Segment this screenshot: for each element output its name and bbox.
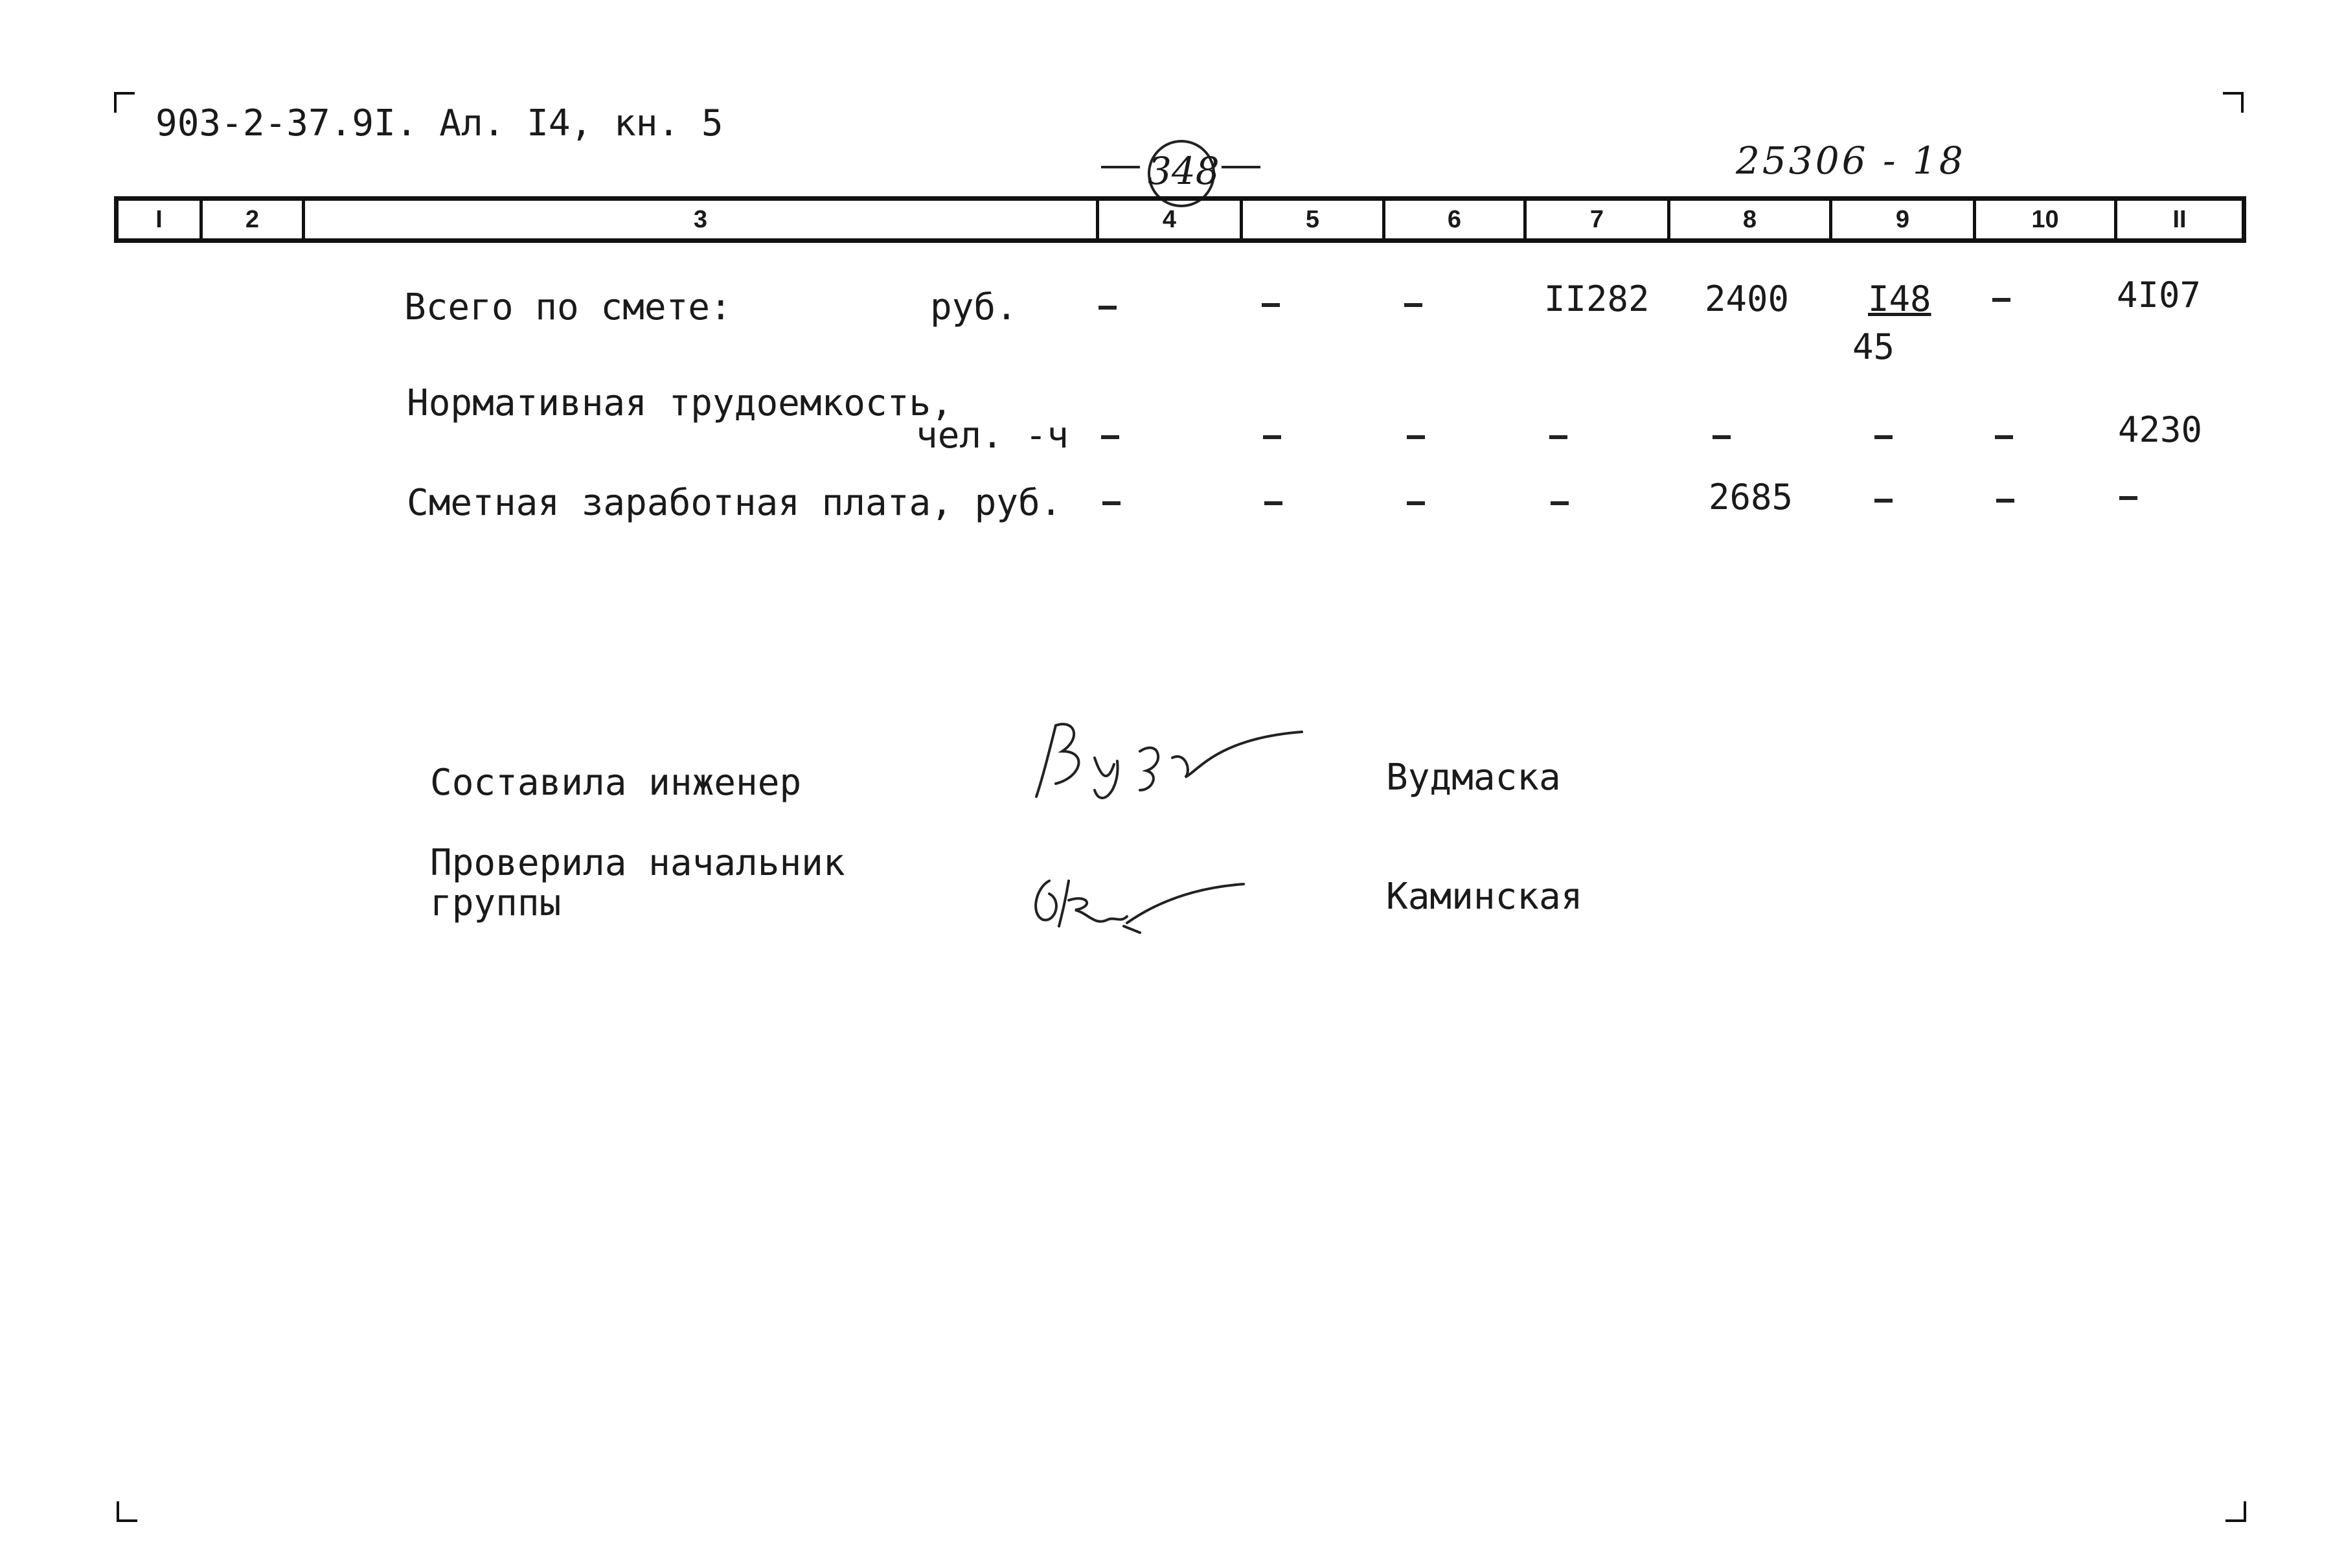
row-total-col8: 2400 xyxy=(1705,278,1790,319)
document-reference: 903-2-37.9I. Ал. I4, кн. 5 xyxy=(155,102,723,144)
page-number: 348 xyxy=(1148,149,1220,193)
row-wage-col8: 2685 xyxy=(1709,477,1793,517)
row-total-col9-bottom: 45 xyxy=(1852,326,1895,367)
column-header: 8 xyxy=(1670,201,1832,238)
dash-mark xyxy=(1874,435,1893,439)
compiled-by-role: Составила инженер xyxy=(430,762,802,804)
corner-mark-bottom-right xyxy=(2225,1501,2246,1522)
dash-mark xyxy=(1098,306,1117,310)
column-header: 5 xyxy=(1243,201,1385,238)
column-header: 2 xyxy=(203,201,305,238)
column-header: 9 xyxy=(1832,201,1976,238)
column-header: 3 xyxy=(305,201,1099,238)
checked-by-name: Каминская xyxy=(1386,876,1583,918)
dash-mark xyxy=(2119,496,2137,500)
row-labor-label: Нормативная трудоемкость, xyxy=(407,382,953,424)
dash-mark xyxy=(1404,303,1422,307)
dash-mark xyxy=(1262,303,1280,307)
dash-mark xyxy=(1874,499,1893,503)
dash-mark xyxy=(1101,435,1119,439)
corner-mark-bottom-left xyxy=(117,1501,137,1522)
dash-mark xyxy=(1713,435,1731,439)
row-total-col9-top: I48 xyxy=(1868,278,1931,319)
signature-checked xyxy=(1030,861,1250,939)
row-total-label: Всего по смете: xyxy=(404,286,732,328)
compiled-by-name: Вудмаска xyxy=(1386,756,1561,799)
corner-mark-top-left xyxy=(114,92,135,113)
column-header: 4 xyxy=(1099,201,1243,238)
dash-mark xyxy=(1996,499,2014,503)
row-wage-label: Сметная заработная плата, руб. xyxy=(407,482,1062,524)
row-labor-col11: 4230 xyxy=(2118,409,2203,450)
dash-mark xyxy=(1263,435,1281,439)
corner-mark-top-right xyxy=(2223,92,2244,113)
row-total-unit: руб. xyxy=(930,286,1018,328)
dash-mark xyxy=(1102,501,1121,505)
dash-mark xyxy=(1407,435,1425,439)
column-header: 7 xyxy=(1527,201,1670,238)
checked-by-role-line1: Проверила начальник xyxy=(430,842,845,884)
row-total-col11: 4I07 xyxy=(2117,275,2202,315)
dash-mark xyxy=(1407,501,1425,505)
column-header: I xyxy=(119,201,203,238)
checked-by-role-line2: группы xyxy=(430,882,562,924)
column-header: 10 xyxy=(1976,201,2117,238)
dash-mark xyxy=(1551,501,1569,505)
column-header-row xyxy=(114,196,2246,243)
dash-mark xyxy=(1992,298,2010,302)
signature-compiled xyxy=(1030,712,1315,810)
page-number-stamp xyxy=(1101,140,1263,192)
dash-mark xyxy=(1995,435,2013,439)
column-header: II xyxy=(2172,205,2187,233)
registration-number: 25306 - 18 xyxy=(1736,139,1966,183)
dash-mark xyxy=(1549,435,1567,439)
dash-mark xyxy=(1264,501,1282,505)
row-total-col7: II282 xyxy=(1544,278,1650,319)
column-header: 6 xyxy=(1385,201,1527,238)
row-labor-unit: чел. -ч xyxy=(916,415,1069,457)
